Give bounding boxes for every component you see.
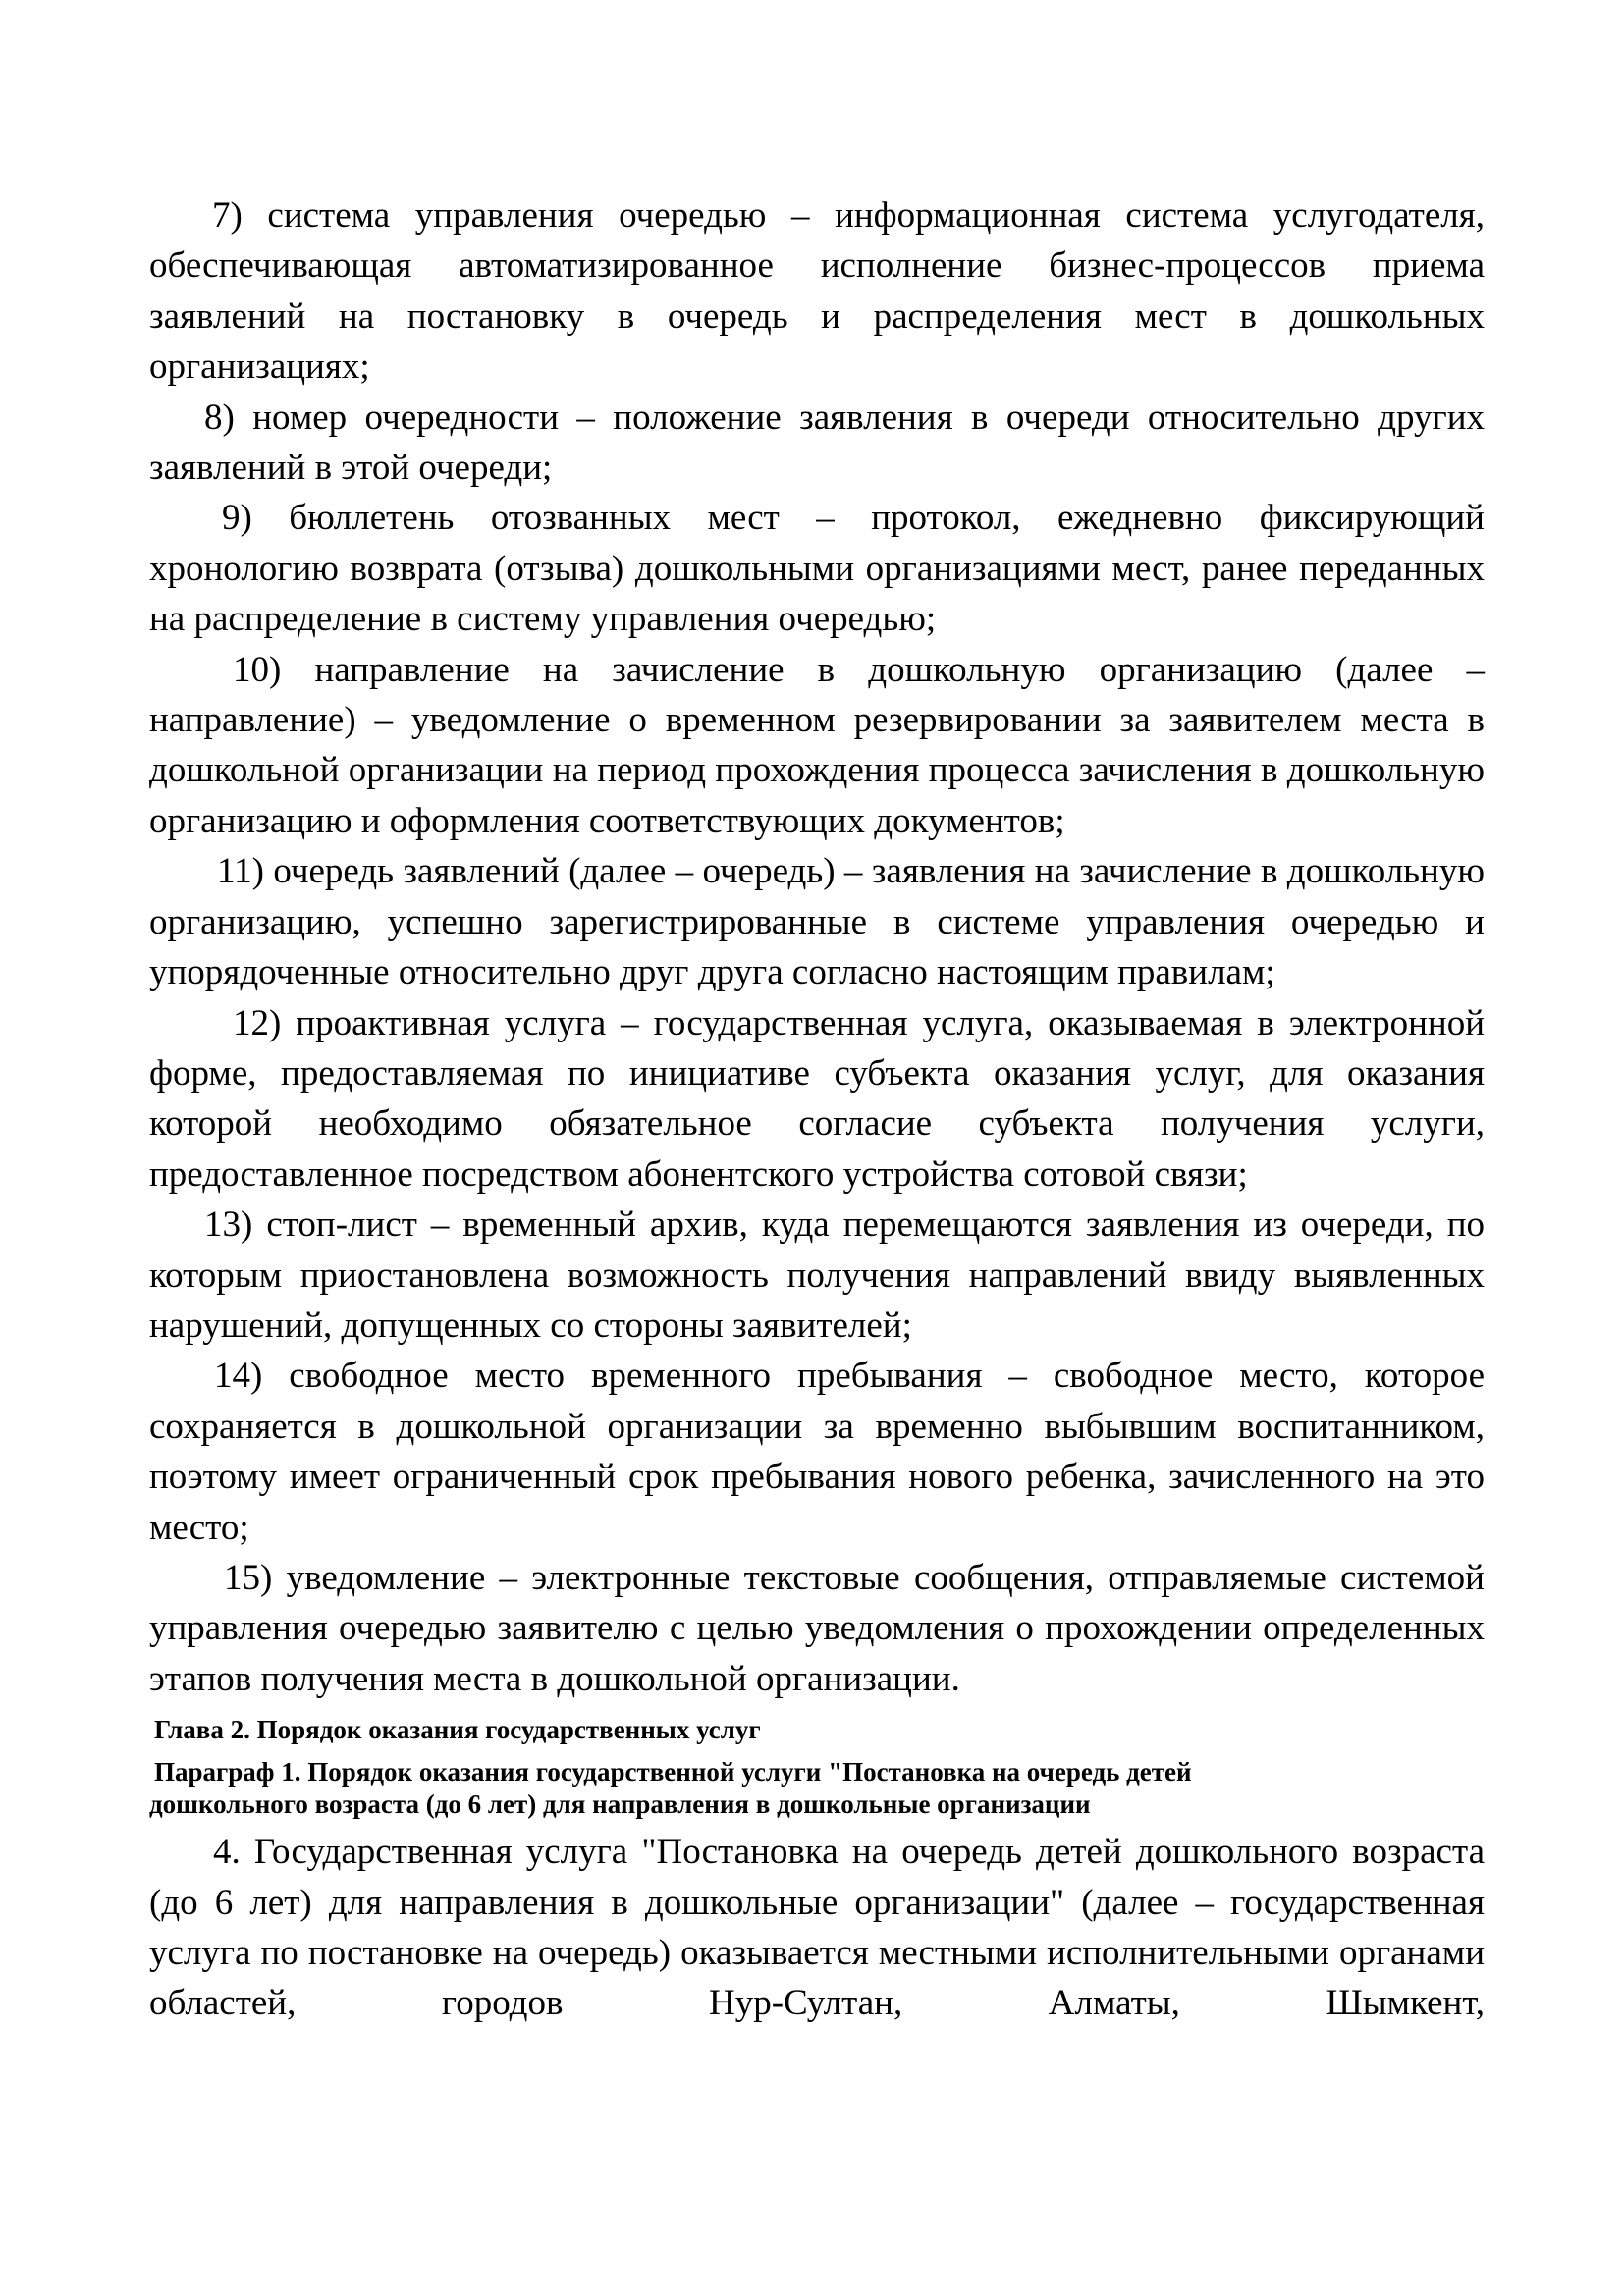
paragraph-heading-line-2: дошкольного возраста (до 6 лет) для направления в дошкольные организации bbox=[149, 1789, 1091, 1820]
definition-item-12: 12) проактивная услуга – государственная услуга, оказываемая в электронной форме, предоставляемая по инициативе субъекта оказания услуг, для оказания которой необходимо обязательное согласие субъекта получения услуги, предоставленное посредством абонентского устройства сотовой связи; bbox=[149, 1002, 1485, 1195]
definition-item-9: 9) бюллетень отозванных мест – протокол, ежедневно фиксирующий хронологию возврата (отзыва) дошкольными организациями мест, ранее переданных на распределение в систему управления очередью; bbox=[149, 498, 1485, 640]
definition-item-11: 11) очередь заявлений (далее – очередь) – заявления на зачисление в дошкольную организацию, успешно зарегистрированные в системе управления очередью и упорядоченные относительно друг друга согласно настоящим правилам; bbox=[149, 851, 1485, 993]
definition-item-8: 8) номер очередности – положение заявления в очереди относительно других заявлений в этой очереди; bbox=[149, 397, 1485, 489]
definition-item-13: 13) стоп-лист – временный архив, куда перемещаются заявления из очереди, по которым приостановлена возможность получения направлений ввиду выявленных нарушений, допущенных со стороны заявителей; bbox=[149, 1204, 1485, 1346]
definition-item-10: 10) направление на зачисление в дошкольную организацию (далее – направление) – уведомление о временном резервировании за заявителем места в дошкольной организации на период прохождения процесса зачисления в дошкольную организацию и оформления соответствующих документов; bbox=[149, 649, 1485, 841]
definition-item-15: 15) уведомление – электронные текстовые сообщения, отправляемые системой управления очередью заявителю с целью уведомления о прохождении определенных этапов получения места в дошкольной организации. bbox=[149, 1557, 1485, 1699]
definition-item-7: 7) система управления очередью – информационная система услугодателя, обеспечивающая автоматизированное исполнение бизнес-процессов приема заявлений на постановку в очередь и распределения мест в дошкольных организациях; bbox=[149, 195, 1485, 388]
paragraph-heading-line-1: Параграф 1. Порядок оказания государственной услуги "Постановка на очередь детей bbox=[154, 1757, 1192, 1788]
document-body bbox=[149, 190, 1485, 2029]
chapter-heading: Глава 2. Порядок оказания государственных услуг bbox=[154, 1715, 761, 1745]
clause-4: 4. Государственная услуга "Постановка на очередь детей дошкольного возраста (до 6 лет) для направления в дошкольные организации" (далее – государственная услуга по постановке на очередь) оказывается местными исполнительными органами областей, городов Нур-Султан, Алматы, Шымкент, bbox=[149, 1832, 1485, 2024]
definition-item-14: 14) свободное место временного пребывания – свободное место, которое сохраняется в дошкольной организации за временно выбывшим воспитанником, поэтому имеет ограниченный срок пребывания нового ребенка, зачисленного на это место; bbox=[149, 1356, 1485, 1548]
